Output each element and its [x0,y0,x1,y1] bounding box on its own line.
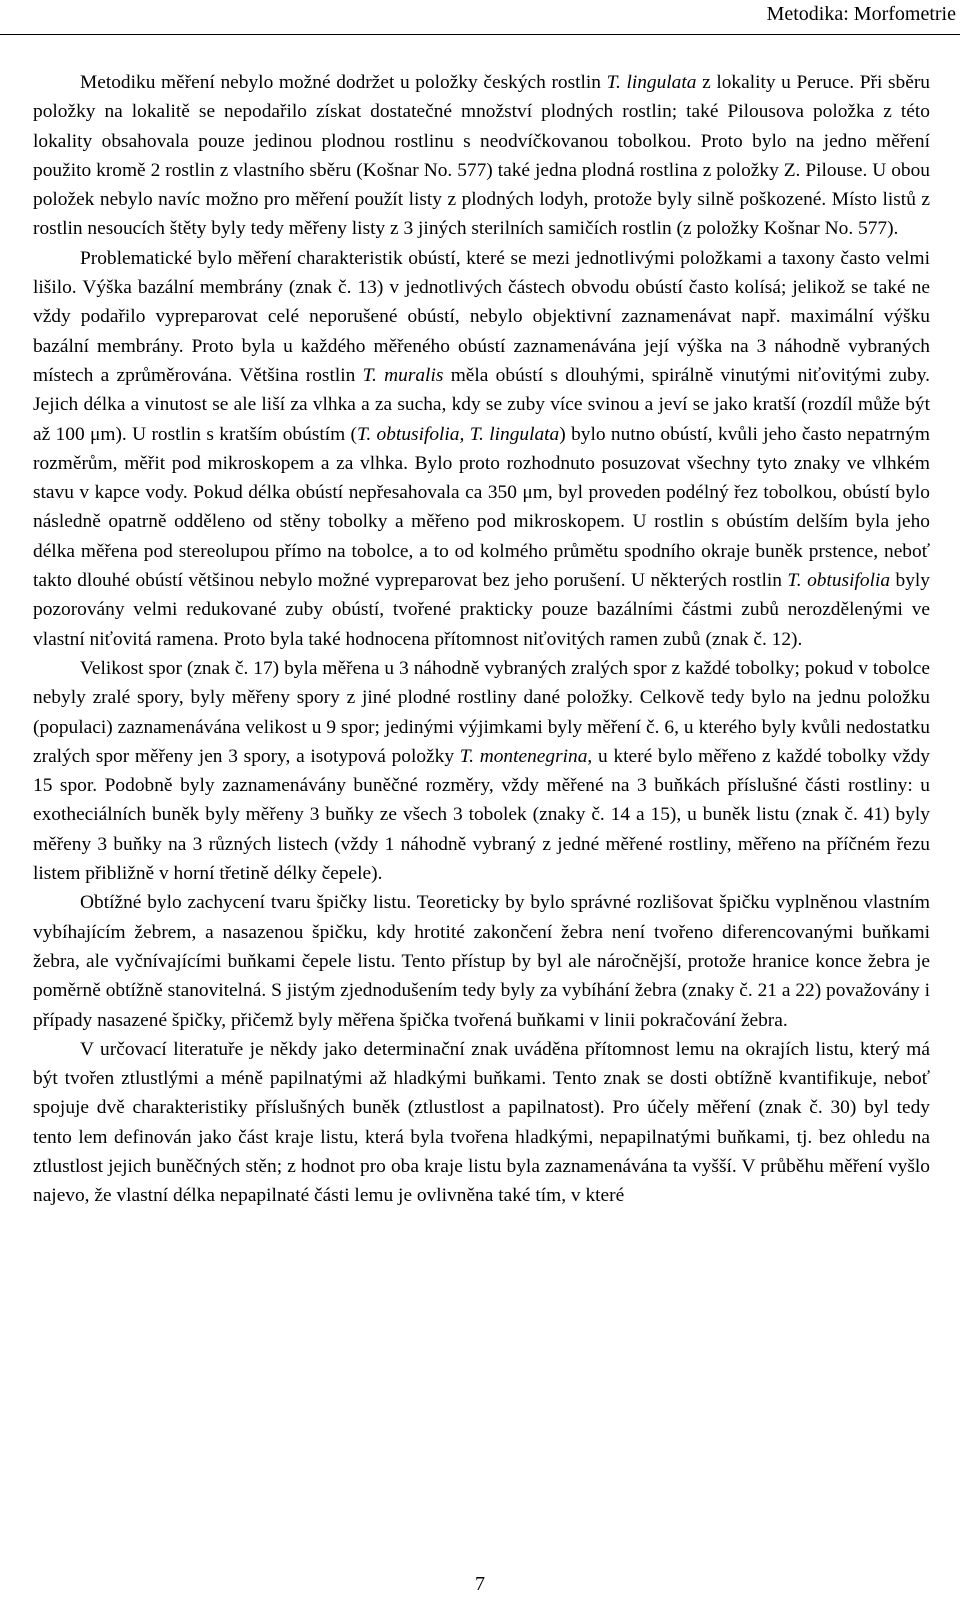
text-run: Metodiku měření nebylo možné dodržet u položky českých rostlin [80,72,607,93]
paragraph-4 [33,888,930,1034]
running-header [0,0,960,36]
text-run: Velikost spor (znak č. 17) byla měřena u 3 náhodně vybraných zralých spor z každé tobolky; pokud v tobolce nebyly zralé spory, byly měřeny spory z jiné plodné rostliny dané položky. Celkově tedy bylo na jednu položku (populaci) zaznamenávána velikost u 9 spor; jedinými výjimkami byly měření č. 6, u kterého byly kvůli nedostatku zralých spor měřeny jen 3 spory, a isotypová položky [33,657,930,767]
italic-run: T. obtusifolia [787,570,891,592]
paragraph-1 [33,68,930,244]
italic-run: T. obtusifolia, T. lingulata [357,423,560,445]
text-run: ) bylo nutno obústí, kvůli jeho často nepatrným rozměrům, měřit pod mikroskopem a za vlhka. Bylo proto rozhodnuto posuzovat všechny tyto znaky ve vlhkém stavu v kapce vody. Pokud délka obústí nepřesahovala ca 350 μm, byl proveden podélný řez tobolkou, obústí bylo následně opatrně odděleno od stěny tobolky a měřeno pod mikroskopem. U rostlin s obústím delším byla jeho délka měřena pod stereolupou přímo na tobolce, a to od kolmého průmětu spodního okraje buněk prstence, neboť takto dlouhé obústí většinou nebylo možné vypreparovat bez jeho porušení. U některých rostlin [33,423,931,592]
text-run: měla obústí s dlouhými, spirálně vinutými niťovitými zuby. Jejich délka a vinutost se ale liší za vlhka a za sucha, kdy se zuby více svinou a jeví se jako kratší (rozdíl může být až 100 μm). U rostlin s kratším obústím ( [33,364,931,445]
paragraph-3 [33,654,930,888]
italic-run: T. muralis [362,364,444,386]
paragraph-2 [33,244,930,654]
italic-run: T. montenegrina [459,745,588,767]
body-text [33,68,930,1211]
page-number: 7 [475,1573,485,1595]
text-run: V určovací literatuře je někdy jako determinační znak uváděna přítomnost lemu na okrajích listu, který má být tvořen ztlustlými a méně papilnatými až hladkými buňkami. Tento znak se dosti obtížně kvantifikuje, neboť spojuje dvě charakteristiky příslušných buněk (ztlustlost a papilnatost). Pro účely měření (znak č. 30) byl tedy tento lem definován jako část kraje listu, která byla tvořena hladkými, nepapilnatými buňkami, tj. bez ohledu na ztlustlost jejich buněčných stěn; z hodnot pro oba kraje listu byla zaznamenávána ta vyšší. V průběhu měření vyšlo najevo, že vlastní délka nepapilnaté části lemu je ovlivněna také tím, v které [33,1038,930,1207]
text-run: byly pozorovány velmi redukované zuby obústí, tvořené prakticky pouze bazálními částmi zubů nerozdělenými ve vlastní niťovitá ramena. Proto byla také hodnocena přítomnost niťovitých ramen zubů (znak č. 12). [33,570,930,650]
italic-run: T. lingulata [606,72,697,93]
header-title: Metodika: Morfometrie [766,3,956,25]
paragraph-5 [33,1035,930,1211]
text-run: , u které bylo měřeno z každé tobolky vždy 15 spor. Podobně byly zaznamenávány buněčné rozměry, vždy měřené na 3 buňkách příslušné části rostliny: u exotheciálních buněk byly měřeny 3 buňky ze všech 3 tobolek (znaky č. 14 a 15), u buněk listu (znak č. 41) byly měřeny 3 buňky na 3 různých listech (vždy 1 náhodně vybraný z jedné měřené rostliny, měřeno na příčném řezu listem přibližně v horní třetině délky čepele). [33,745,930,885]
text-run: Problematické bylo měření charakteristik obústí, které se mezi jednotlivými položkami a taxony často velmi lišilo. Výška bazální membrány (znak č. 13) v jednotlivých částech obvodu obústí často kolísá; jelikož se také ne vždy podařilo vypreparovat celé neporušené obústí, nebylo objektivní zaznamenávat např. maximální výšku bazální membrány. Proto byla u každého měřeného obústí zaznamenávána její výška na 3 náhodně vybraných místech a zprůměrována. Většina rostlin [33,247,930,386]
header-rule [0,34,960,35]
text-run: Obtížné bylo zachycení tvaru špičky listu. Teoreticky by bylo správné rozlišovat špičku vyplněnou vlastním vybíhajícím žebrem, a nasazenou špičku, kdy hrotité zakončení žebra není tvořeno diferencovanými buňkami žebra, ale vyčnívajícími buňkami čepele listu. Tento přístup by byl ale náročnější, protože hranice konce žebra je poměrně obtížně stanovitelná. S jistým zjednodušením tedy byly za vybíhání žebra (znaky č. 21 a 22) považovány i případy nasazené špičky, přičemž byly měřena špička tvořená buňkami v linii pokračování žebra. [33,892,930,1031]
text-run: z lokality u Peruce. Při sběru položky na lokalitě se nepodařilo získat dostatečné množství plodných rostlin; také Pilousova položka z této lokality obsahovala pouze jedinou plodnou rostlinu s neodvíčkovanou tobolkou. Proto bylo na jedno měření použito kromě 2 rostlin z vlastního sběru (Košnar No. 577) také jedna plodná rostlina z položky Z. Pilouse. U obou položek nebylo navíc možno pro měření použít listy z plodných lodyh, protože byly silně poškozené. Místo listů z rostlin nesoucích štěty byly tedy měřeny listy z 3 jiných sterilních samičích rostlin (z položky Košnar No. 577). [33,72,930,240]
